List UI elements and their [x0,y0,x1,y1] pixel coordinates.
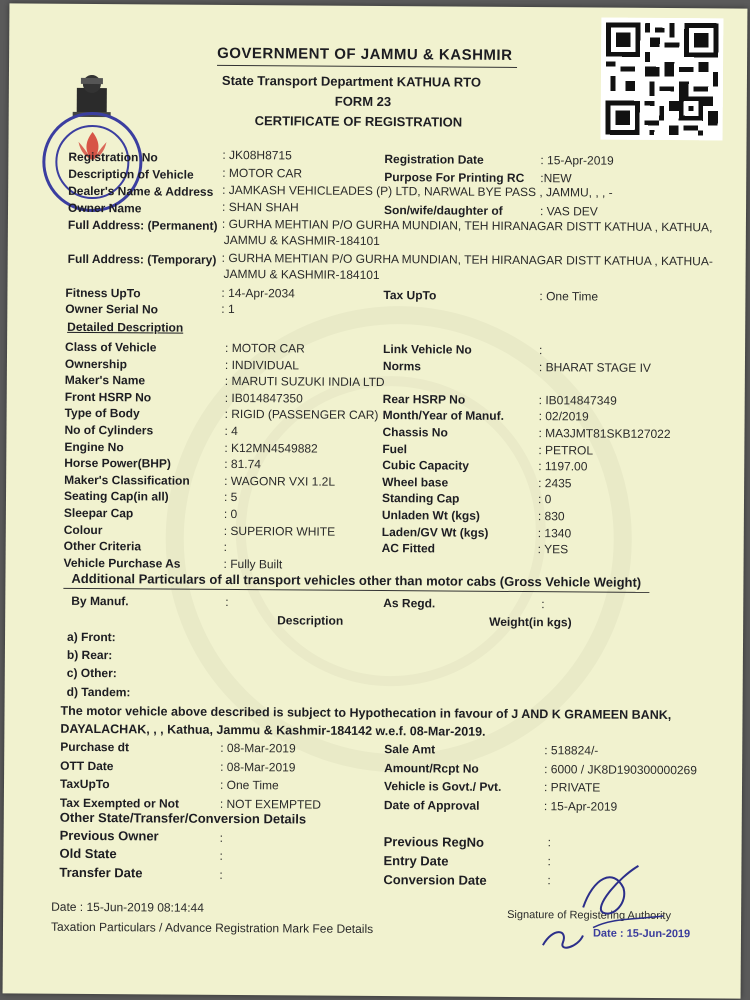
detail-label: Maker's Classification [64,472,190,488]
purpose-label: Purpose For Printing RC [384,170,525,186]
detail-value: : Fully Built [223,556,283,572]
state-emblem-icon [71,70,113,118]
previous-owner-label: Previous Owner [59,827,159,844]
detail-label2: Rear HSRP No [382,391,466,407]
purchase-label: OTT Date [60,758,114,773]
detail-value: : 5 [223,490,238,505]
weight-header: Weight(in kgs) [489,614,572,630]
transfer-heading: Other State/Transfer/Conversion Details [59,809,307,827]
detail-value2: : 2435 [538,475,572,491]
detail-value2: : 0 [537,492,552,507]
detail-label2: Standing Cap [381,491,460,506]
detail-value: : 4 [224,423,238,439]
temp-address-line1: : GURHA MEHTIAN P/O GURHA MUNDIAN, TEH HIRANAGAR DISTT KATHUA , KATHUA- [221,250,713,269]
previous-regno-colon: : [547,835,552,850]
stamp-date: Date : 15-Jun-2019 [592,927,691,941]
dealer-label: Dealer's Name & Address [68,183,214,199]
entry-date-label: Entry Date [383,853,449,869]
temp-address-label: Full Address: (Temporary) [67,251,217,267]
reg-no-label: Registration No [68,149,158,165]
previous-regno-label: Previous RegNo [383,834,485,850]
qr-code-icon [601,18,724,141]
tandem-label: d) Tandem: [66,684,131,700]
vehicle-desc-label: Description of Vehicle [68,166,194,182]
detail-value2: : 1340 [537,525,572,540]
by-manuf-colon: : [225,594,229,609]
purpose-value: :NEW [540,171,572,186]
old-state-colon: : [219,848,223,863]
detail-label2: AC Fitted [381,541,436,556]
purchase-value2: : 15-Apr-2019 [543,798,618,814]
detail-label: Other Criteria [63,539,142,554]
rear-label: b) Rear: [66,647,113,663]
dept-title: State Transport Department KATHUA RTO [221,72,482,90]
description-header: Description [277,613,344,628]
purchase-label: Tax Exempted or Not [59,795,180,811]
additional-heading: Additional Particulars of all transport vehicles other than motor cabs (Gross Vehicle Weight) [71,570,642,590]
purchase-value2: : PRIVATE [543,780,601,795]
form-title: FORM 23 [334,93,392,110]
detail-label2: Month/Year of Manuf. [382,408,504,424]
conversion-date-label: Conversion Date [383,872,487,888]
purchase-label2: Vehicle is Govt./ Pvt. [383,779,502,794]
perm-address-line1: : GURHA MEHTIAN P/O GURHA MUNDIAN, TEH HIRANAGAR DISTT KATHUA , KATHUA, [221,216,713,235]
detail-label: Maker's Name [64,373,146,388]
purchase-label2: Date of Approval [383,797,480,813]
hypothecation-line2: DAYALACHAK, , , Kathua, Jammu & Kashmir-184142 w.e.f. 08-Mar-2019. [60,721,486,739]
detail-value: : 81.74 [224,457,262,472]
as-regd-label: As Regd. [383,596,436,611]
reg-no-value: : JK08H8715 [222,147,292,163]
govt-title: GOVERNMENT OF JAMMU & KASHMIR [217,44,513,64]
signature-caption: Signature of Registering Authority [507,908,672,923]
detail-value2: : YES [537,542,569,557]
detailed-heading: Detailed Description [67,319,184,335]
purchase-value: : 08-Mar-2019 [220,759,296,774]
detail-value: : WAGONR VXI 1.2L [224,473,336,489]
front-label: a) Front: [66,629,116,645]
reg-date-value: : 15-Apr-2019 [540,153,614,168]
owner-value: : SHAN SHAH [222,199,299,215]
detail-label: Seating Cap(in all) [63,489,169,504]
detail-value: : SUPERIOR WHITE [223,523,336,539]
registration-certificate [3,3,748,998]
detail-label: Sleepar Cap [63,505,134,521]
detail-value: : K12MN4549882 [224,440,318,456]
purchase-label2: Sale Amt [384,742,436,757]
detail-value2: : 02/2019 [538,409,589,424]
other-label: c) Other: [66,665,117,681]
detail-value: : INDIVIDUAL [224,357,300,373]
hypothecation-line1: The motor vehicle above described is subject to Hypothecation in favour of J AND K GRAMEEN BANK, [60,703,672,723]
by-manuf-label: By Manuf. [71,593,129,609]
detail-label: Ownership [64,356,128,371]
detail-label2: Unladen Wt (kgs) [381,508,480,523]
transfer-date-label: Transfer Date [59,864,143,881]
owner-label: Owner Name [67,200,142,216]
purchase-value2: : 518824/- [544,743,599,758]
temp-address-line2: JAMMU & KASHMIR-184101 [223,266,380,283]
detail-value: : MARUTI SUZUKI INDIA LTD [224,374,385,390]
detail-value: : RIGID (PASSENGER CAR) [224,407,379,423]
previous-owner-colon: : [219,830,224,845]
detail-value2: : 830 [537,509,565,524]
detail-label: Colour [63,522,103,537]
fitness-label: Fitness UpTo [65,285,141,301]
certificate-title: CERTIFICATE OF REGISTRATION [254,113,463,130]
purchase-value: : One Time [219,777,279,793]
perm-address-label: Full Address: (Permanent) [67,217,218,233]
purchase-label: Purchase dt [60,739,130,755]
detail-label2: Cubic Capacity [382,458,469,473]
detail-label2: Wheel base [382,474,449,490]
perm-address-line2: JAMMU & KASHMIR-184101 [223,232,380,249]
relation-label: Son/wife/daughter of [383,203,503,218]
tax-value: : One Time [539,289,599,304]
purchase-label: TaxUpTo [59,776,110,792]
detail-label: Engine No [64,439,124,454]
detail-label2: Chassis No [382,425,448,440]
detail-label: Front HSRP No [64,389,152,405]
detail-value: : MOTOR CAR [225,340,305,356]
detail-label: Type of Body [64,406,140,421]
dealer-value: : JAMKASH VEHICLEADES (P) LTD, NARWAL BYE PASS , JAMMU, , , - [222,182,613,200]
print-date: Date : 15-Jun-2019 08:14:44 [51,899,204,915]
detail-value2: : MA3JMT81SKB127022 [538,426,671,442]
taxation-note: Taxation Particulars / Advance Registration Mark Fee Details [50,919,374,936]
detail-label: Horse Power(BHP) [64,456,171,471]
purchase-label2: Amount/Rcpt No [384,760,479,776]
detail-value2: : [539,343,543,358]
purchase-value2: : 6000 / JK8D190300000269 [544,761,697,777]
owner-serial-value: : 1 [221,301,235,317]
purchase-value: : 08-Mar-2019 [220,740,296,756]
transfer-date-colon: : [219,867,223,882]
reg-date-label: Registration Date [384,152,484,167]
conversion-date-colon: : [547,873,551,888]
detail-value2: : 1197.00 [538,459,588,474]
detail-value2: : BHARAT STAGE IV [538,359,652,375]
tax-label: Tax UpTo [383,288,437,303]
relation-value: : VAS DEV [539,204,598,219]
detail-value: : IB014847350 [224,390,303,406]
entry-date-colon: : [547,854,551,869]
fitness-value: : 14-Apr-2034 [221,285,295,301]
detail-label2: Norms [382,358,422,373]
purchase-value: : NOT EXEMPTED [219,796,322,812]
detail-value: : 0 [223,506,238,522]
detail-label2: Laden/GV Wt (kgs) [381,524,489,540]
detail-label2: Link Vehicle No [383,342,472,357]
vehicle-desc-value: : MOTOR CAR [222,165,303,181]
detail-value2: : PETROL [538,442,594,458]
detail-label: No of Cylinders [64,422,154,438]
as-regd-colon: : [541,597,545,612]
detail-label: Vehicle Purchase As [63,555,181,571]
detail-value2: : IB014847349 [538,392,617,408]
detail-label2: Fuel [382,441,408,456]
handwritten-signature [523,857,674,958]
detail-label: Class of Vehicle [65,339,157,355]
owner-serial-label: Owner Serial No [65,301,159,317]
old-state-label: Old State [59,845,117,862]
detail-value: : [223,540,228,555]
